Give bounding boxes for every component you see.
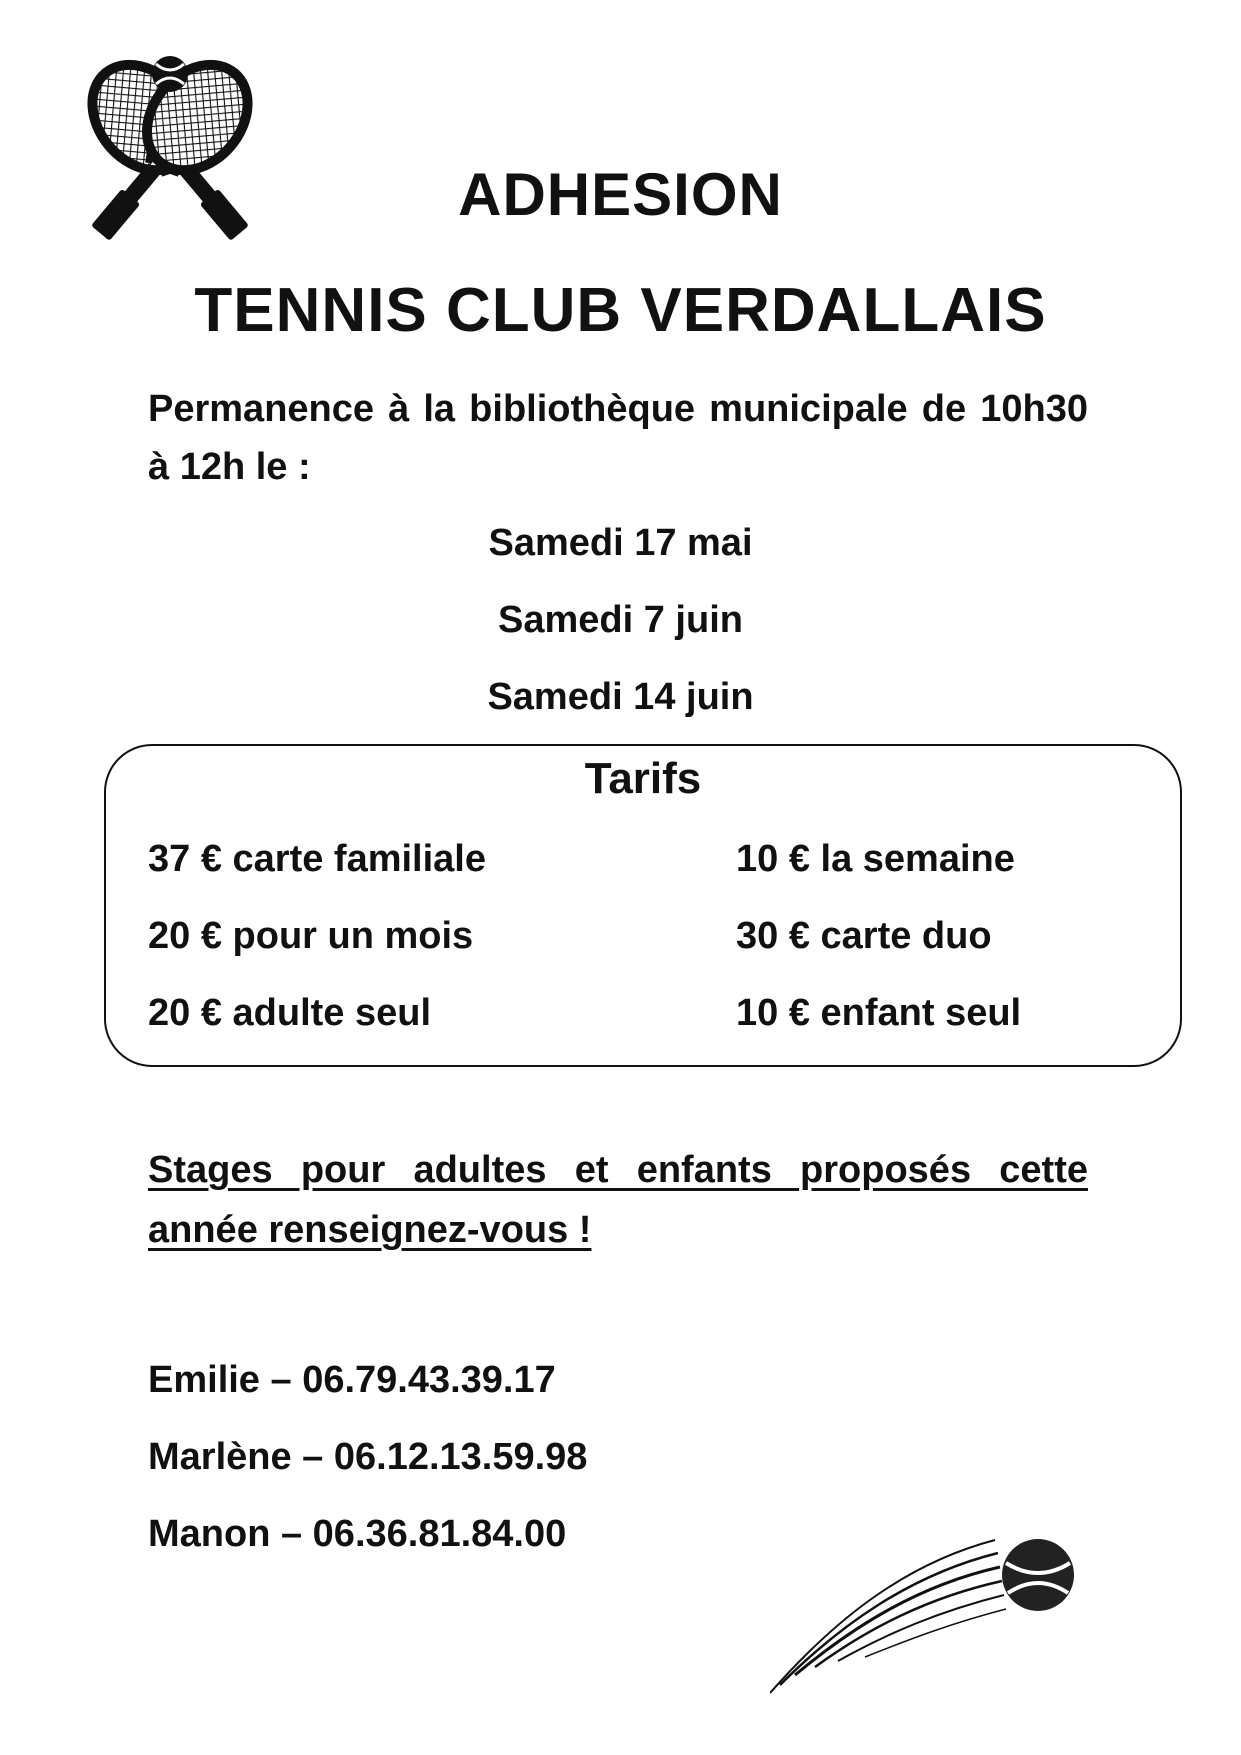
tarif-item: 37 € carte familiale bbox=[148, 838, 486, 880]
tarifs-title: Tarifs bbox=[584, 754, 702, 803]
contact-item: Manon – 06.36.81.84.00 bbox=[148, 1513, 567, 1555]
date-item: Samedi 7 juin bbox=[498, 599, 743, 641]
date-item: Samedi 14 juin bbox=[487, 676, 754, 718]
tarif-item: 20 € adulte seul bbox=[148, 992, 432, 1034]
contacts-list bbox=[148, 1355, 587, 1586]
dates-list bbox=[0, 515, 1241, 746]
permanence-text: Permanence à la bibliothèque municipale de 10h30 à 12h le : bbox=[148, 388, 1088, 488]
flying-tennis-ball-icon bbox=[770, 1525, 1090, 1695]
tarif-item: 10 € enfant seul bbox=[736, 992, 1022, 1034]
club-name: TENNIS CLUB VERDALLAIS bbox=[194, 276, 1047, 345]
contact-item: Emilie – 06.79.43.39.17 bbox=[148, 1359, 556, 1401]
tarif-item: 10 € la semaine bbox=[736, 838, 1015, 880]
contact-item: Marlène – 06.12.13.59.98 bbox=[148, 1436, 588, 1478]
date-item: Samedi 17 mai bbox=[488, 522, 753, 564]
tarifs-box bbox=[104, 744, 1182, 1067]
tarifs-left-column bbox=[148, 834, 486, 1065]
stages-notice: Stages pour adultes et enfants proposés cette année renseignez-vous ! bbox=[148, 1149, 1088, 1251]
tarif-item: 20 € pour un mois bbox=[148, 915, 474, 957]
tarif-item: 30 € carte duo bbox=[736, 915, 992, 957]
tarifs-right-column bbox=[736, 834, 1021, 1065]
page-title: ADHESION bbox=[458, 161, 783, 228]
